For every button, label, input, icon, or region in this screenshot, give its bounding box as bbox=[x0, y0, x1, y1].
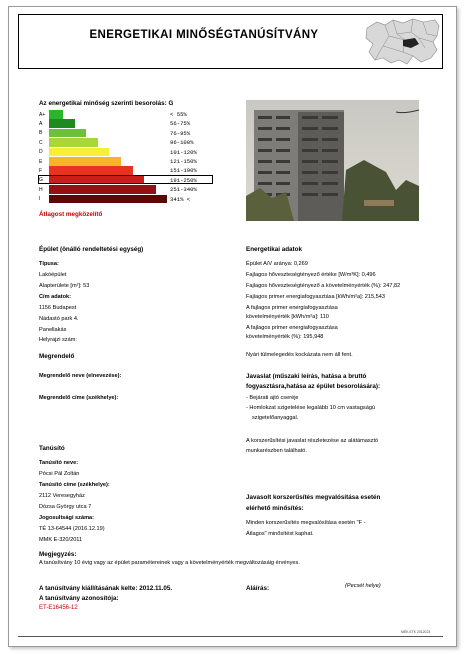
energy-line: követelményérték [kWh/m²a]: 110 bbox=[246, 314, 329, 320]
rating-class-label: G bbox=[39, 177, 43, 184]
building-parcel: Helyrajzi szám: bbox=[39, 337, 77, 343]
proposal-item: szigetelőanyaggal. bbox=[252, 415, 299, 421]
page-title: ENERGETIKAI MINŐSÉGTANÚSÍTVÁNY bbox=[89, 29, 319, 41]
rating-class-range: 101-120% bbox=[170, 148, 197, 156]
building-type-value: Lakóépület bbox=[39, 272, 67, 278]
proposal-item: - Bejárati ajtó cseréje bbox=[246, 395, 299, 401]
rating-class-bar bbox=[49, 119, 75, 128]
rating-class-range: 96-100% bbox=[170, 139, 194, 147]
achievable-text: Átlagos" minősítést kaphat. bbox=[246, 531, 314, 537]
rating-summary: Átlagost megközelítő bbox=[39, 211, 103, 218]
issue-date: A tanúsítvány kiállításának kelte: 2012.11.05. bbox=[39, 585, 173, 592]
rating-class-range: 56-75% bbox=[170, 120, 191, 128]
certificate-id-value: ET-E16456-12 bbox=[39, 605, 78, 611]
certifier-license-label: Jogosultsági száma: bbox=[39, 515, 95, 521]
rating-class-bar bbox=[49, 166, 133, 175]
building-heading: Épület (önálló rendeltetési egység) bbox=[39, 246, 144, 253]
rating-class-bar bbox=[49, 185, 156, 194]
footer-code: MÉK-ETK 2012023 bbox=[401, 630, 431, 634]
certifier-address-line: Dózsa György utca 7 bbox=[39, 504, 92, 510]
rating-class-label: I bbox=[39, 196, 41, 203]
rating-class-range: 151-190% bbox=[170, 167, 197, 175]
proposal-note: munkarészben található. bbox=[246, 448, 307, 454]
rating-class-bar bbox=[49, 157, 121, 166]
energy-line: követelményérték (%): 195,948 bbox=[246, 334, 324, 340]
rating-class-label: F bbox=[39, 167, 43, 174]
certifier-heading: Tanúsító bbox=[39, 445, 65, 452]
bottom-rule bbox=[18, 636, 443, 637]
rating-class-bar bbox=[49, 138, 98, 147]
rating-class-label: B bbox=[39, 130, 43, 137]
energy-line: A fajlagos primer energiafogyasztása bbox=[246, 305, 338, 311]
building-address-line: 1156 Budapest bbox=[39, 305, 77, 311]
rating-class-range: < 55% bbox=[170, 111, 187, 118]
certifier-name-value: Pócsi Pál Zoltán bbox=[39, 471, 80, 477]
stamp-placeholder: (Pecsét helye) bbox=[345, 583, 381, 589]
energy-heading: Energetikai adatok bbox=[246, 246, 302, 253]
certifier-license-line: TÉ 13-64544 (2016.12.19) bbox=[39, 526, 105, 532]
rating-class-range: 76-95% bbox=[170, 129, 191, 137]
client-name-label: Megrendelő neve (elnevezése): bbox=[39, 373, 122, 379]
building-photo bbox=[246, 100, 419, 221]
achievable-heading: Javasolt korszerűsítés megvalósítása esetén bbox=[246, 494, 381, 501]
energy-line: Fajlagos primer energiafogyasztása [kWh/m²a]: 215,543 bbox=[246, 294, 385, 300]
rating-class-range: 121-150% bbox=[170, 158, 197, 165]
rating-class-bar bbox=[49, 195, 167, 204]
building-type-label: Típusa: bbox=[39, 261, 59, 267]
energy-line: A fajlagos primer energiafogyasztása bbox=[246, 325, 338, 331]
building-area: Alapterülete [m²]: 53 bbox=[39, 283, 90, 289]
certifier-name-label: Tanúsító neve: bbox=[39, 460, 79, 466]
certificate-id-label: A tanúsítvány azonosítója: bbox=[39, 595, 119, 602]
proposal-heading: fogyasztásra,hatása az épület besorolására): bbox=[246, 383, 381, 390]
energy-line: Épület A/V aránya: 0,269 bbox=[246, 261, 308, 267]
summer-overheating-text: Nyári túlmelegedés kockázata nem áll fent. bbox=[246, 352, 353, 358]
energy-line: Fajlagos hőveszteségtényező a követelményérték (%): 247,82 bbox=[246, 283, 401, 289]
achievable-heading: elérhető minősítés: bbox=[246, 505, 304, 512]
rating-class-label: C bbox=[39, 139, 43, 146]
certifier-license-line: MMK E-320/2011 bbox=[39, 537, 83, 543]
europe-map-icon bbox=[363, 16, 441, 68]
rating-class-bar bbox=[49, 148, 109, 157]
rating-class-label: A+ bbox=[39, 111, 46, 118]
rating-class-label: E bbox=[39, 158, 43, 165]
certifier-address-label: Tanúsító címe (székhelye): bbox=[39, 482, 110, 488]
signature-label: Aláírás: bbox=[246, 585, 270, 592]
achievable-text: Minden korszerűsítés megvalósítása esetén "F - bbox=[246, 520, 366, 526]
rating-class-range: 341% < bbox=[170, 195, 191, 203]
proposal-heading: Javaslat (műszaki leírás, hatása a bruttó bbox=[246, 373, 367, 380]
building-address-line: Panellakás bbox=[39, 327, 67, 333]
rating-class-bar bbox=[49, 110, 63, 119]
rating-class-range: 251-340% bbox=[170, 186, 197, 194]
rating-class-label: A bbox=[39, 120, 43, 127]
remarks-heading: Megjegyzés: bbox=[39, 551, 77, 558]
proposal-item: - Homlokzat szigetelése legalább 10 cm vastagságú bbox=[246, 405, 376, 411]
rating-heading: Az energetikai minőség szerinti besorolás: G bbox=[39, 100, 174, 107]
building-address-label: Cím adatok: bbox=[39, 294, 72, 300]
client-address-label: Megrendelő címe (székhelye): bbox=[39, 395, 119, 401]
remarks-text: A tanúsítvány 10 évig vagy az épület paramétereinek vagy a követelményérték megváltozásáig érvényes. bbox=[39, 560, 300, 566]
proposal-note: A korszerűsítési javaslat részletezése az alátámasztó bbox=[246, 438, 379, 444]
rating-class-bar bbox=[49, 129, 86, 138]
client-heading: Megrendelő bbox=[39, 353, 75, 360]
certifier-address-line: 2112 Veresegyház bbox=[39, 493, 85, 499]
rating-class-label: H bbox=[39, 186, 43, 193]
current-class-marker bbox=[38, 175, 213, 184]
rating-class-range: 191-250% bbox=[170, 176, 197, 184]
header-box bbox=[18, 14, 443, 69]
building-address-line: Nádastó park 4. bbox=[39, 316, 79, 322]
rating-class-label: D bbox=[39, 149, 43, 156]
energy-line: Fajlagos hőveszteségtényező értéke [W/m³K]: 0,496 bbox=[246, 272, 376, 278]
